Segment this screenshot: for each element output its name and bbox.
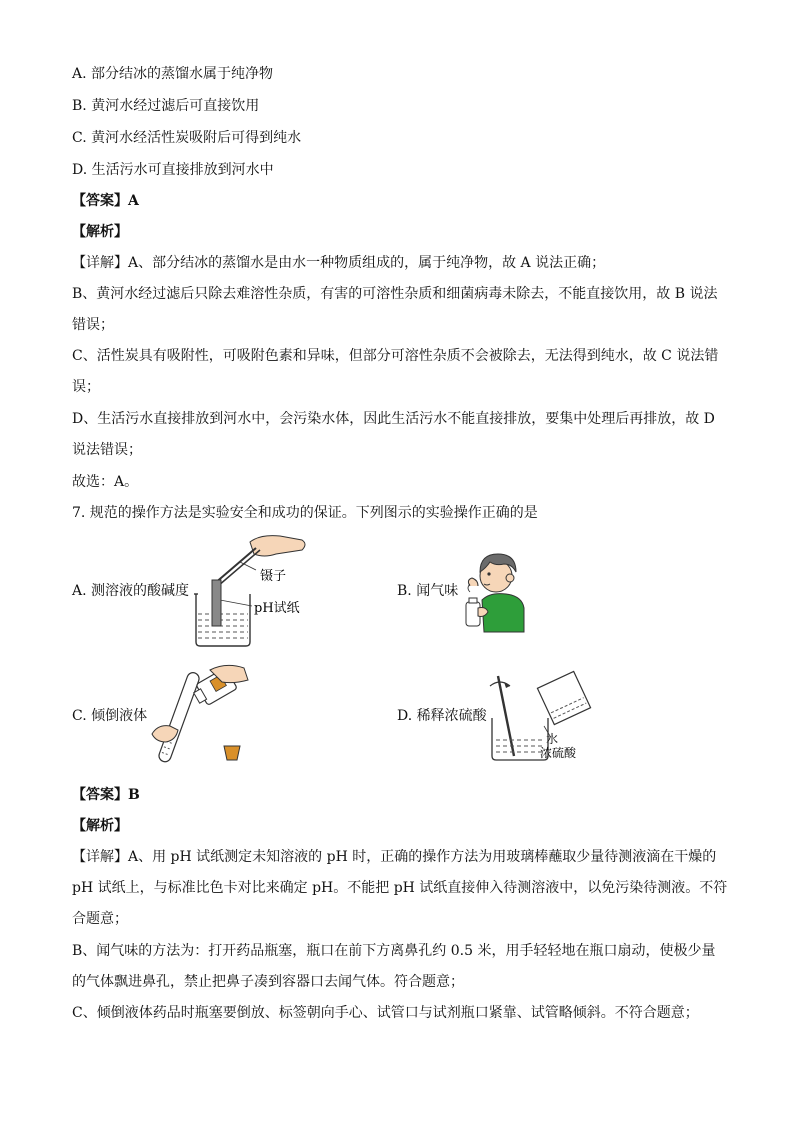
conc-acid-label: 浓硫酸 — [540, 746, 577, 760]
q6-explanation-line: 故选：A。 — [72, 474, 139, 490]
q6-option-c: C. 黄河水经活性炭吸附后可得到纯水 — [72, 130, 302, 146]
ph-paper-icon — [212, 580, 221, 626]
water-label: 水 — [546, 732, 559, 746]
q6-explanation-line: 说法错误； — [72, 442, 142, 458]
pouring-beaker-icon — [537, 671, 590, 724]
q7-explanation-line: B、闻气味的方法为：打开药品瓶塞，瓶口在前下方离鼻孔约 0.5 米，用手轻轻地在瓶口扇动，使极少量 — [72, 943, 716, 959]
q7-explanation-line: C、倾倒液体药品时瓶塞要倒放、标签朝向手心、试管口与试剂瓶口紧靠、试管略倾斜。不符合题意； — [72, 1005, 699, 1021]
q7-option-b-label: B. 闻气味 — [397, 583, 459, 599]
q6-explanation-line: B、黄河水经过滤后只除去难溶性杂质，有害的可溶性杂质和细菌病毒未除去，不能直接饮用，故 B 说法 — [72, 286, 718, 302]
test-tube-icon — [157, 671, 200, 763]
q7-answer: 【答案】B — [72, 787, 140, 803]
tweezers-icon — [214, 548, 256, 584]
q7-explanation-line: 【详解】A、用 pH 试纸测定未知溶液的 pH 时，正确的操作方法为用玻璃棒蘸取少量待测液滴在干燥的 — [72, 849, 717, 865]
q7-option-d-label: D. 稀释浓硫酸 — [397, 708, 487, 724]
dilute-acid-figure — [488, 668, 592, 766]
q7-explanation-line: pH 试纸上，与标准比色卡对比来确定 pH。不能把 pH 试纸直接伸入待测溶液中，以免污染待测液。不符 — [72, 880, 728, 896]
q6-explanation-line: C、活性炭具有吸附性，可吸附色素和异味，但部分可溶性杂质不会被除去，无法得到纯水，故 C 说法错 — [72, 348, 719, 364]
q6-option-d: D. 生活污水可直接排放到河水中 — [72, 162, 274, 178]
q6-answer: 【答案】A — [72, 193, 139, 209]
q7-analysis-label: 【解析】 — [72, 818, 128, 834]
q6-explanation-line: 【详解】A、部分结冰的蒸馏水是由水一种物质组成的，属于纯净物，故 A 说法正确； — [72, 255, 606, 271]
smell-figure — [456, 546, 528, 634]
q6-explanation-line: 错误； — [72, 317, 114, 333]
q6-option-b: B. 黄河水经过滤后可直接饮用 — [72, 98, 260, 114]
q6-explanation-line: D、生活污水直接排放到河水中，会污染水体，因此生活污水不能直接排放，要集中处理后再排放，故 D — [72, 411, 715, 427]
ph-test-figure — [190, 532, 350, 650]
ph-paper-label: pH试纸 — [254, 601, 300, 616]
q7-explanation-line: 的气体飘进鼻孔，禁止把鼻子凑到容器口去闻气体。符合题意； — [72, 974, 464, 990]
q6-explanation-line: 误； — [72, 379, 100, 395]
pour-liquid-figure — [148, 660, 260, 772]
q7-stem: 7. 规范的操作方法是实验安全和成功的保证。下列图示的实验操作正确的是 — [72, 505, 538, 521]
q7-option-a-label: A. 测溶液的酸碱度 — [72, 583, 190, 599]
q6-option-a: A. 部分结冰的蒸馏水属于纯净物 — [72, 66, 274, 82]
stopper-icon — [224, 746, 240, 760]
q7-option-c-label: C. 倾倒液体 — [72, 708, 148, 724]
q6-analysis-label: 【解析】 — [72, 224, 128, 240]
q7-explanation-line: 合题意； — [72, 911, 128, 927]
tweezers-label: 镊子 — [260, 569, 287, 584]
